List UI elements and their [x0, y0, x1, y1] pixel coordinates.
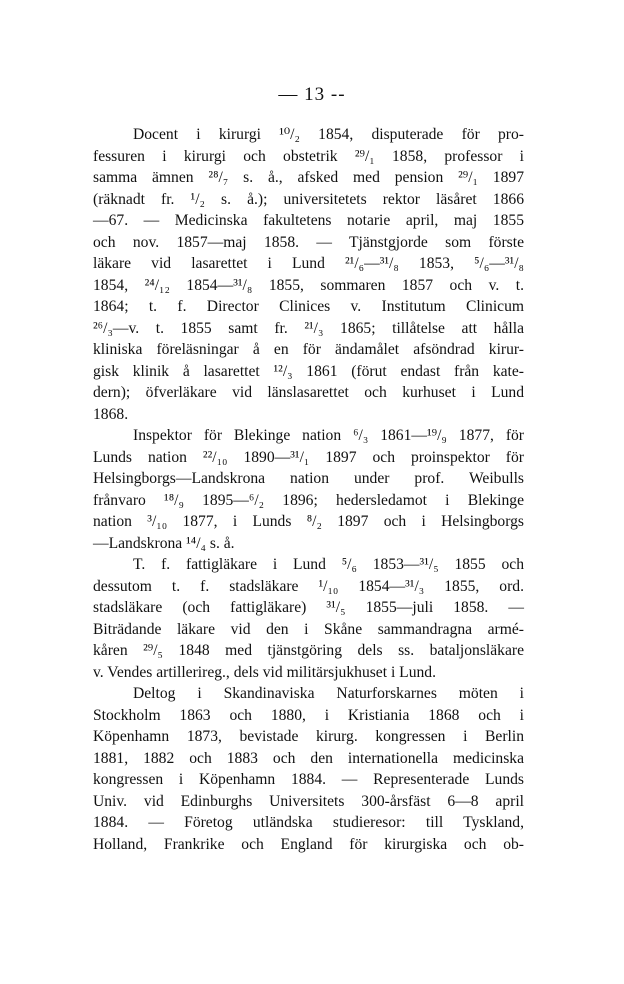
body-text: [93, 124, 524, 855]
text-line: ²⁶/₃—v. t. 1855 samt fr. ²¹/₃ 1865; tillåtelse att hålla: [93, 319, 524, 337]
text-line: dessutom t. f. stadsläkare ¹/₁₀ 1854—³¹/₃ 1855, ord.: [93, 577, 524, 595]
text-line: Köpenhamn 1873, bevistade kirurg. kongressen i Berlin: [93, 728, 524, 745]
page-number: — 13 --: [278, 84, 346, 105]
text-line: läkare vid lasarettet i Lund ²¹/₆—³¹/₈ 1853, ⁵/₆—³¹/₈: [93, 255, 524, 272]
paragraph-deltog: [93, 683, 524, 855]
text-line: 1881, 1882 och 1883 och den internationella medicinska: [93, 749, 524, 767]
paragraph-fattiglakare: [93, 554, 524, 683]
text-line: kongressen i Köpenhamn 1884. — Representerade Lunds: [93, 771, 524, 788]
text-line: Biträdande läkare vid den i Skåne sammandragna armé-: [93, 620, 524, 638]
text-line: gisk klinik å lasarettet ¹²/₃ 1861 (förut endast från kate-: [93, 362, 524, 380]
text-line: 1864; t. f. Director Clinices v. Institutum Clinicum: [93, 298, 524, 315]
text-line: dern); öfverläkare vid länslasarettet och kurhuset i Lund: [93, 384, 524, 401]
text-line: kliniska föreläsningar å en för ändamålet afsöndrad kirur-: [93, 341, 524, 358]
text-line: frånvaro ¹⁸/₉ 1895—⁶/₂ 1896; hedersledamot i Blekinge: [93, 491, 524, 509]
paragraph-inspektor: [93, 425, 524, 554]
text-line: och nov. 1857—maj 1858. — Tjänstgjorde som förste: [93, 233, 524, 251]
paragraph-docent: [93, 124, 524, 425]
text-line: Stockholm 1863 och 1880, i Kristiania 1868 och i: [93, 706, 524, 724]
text-line: Docent i kirurgi ¹⁰/₂ 1854, disputerade för pro-: [133, 126, 524, 143]
text-line: —Landskrona ¹⁴/₄ s. å.: [93, 534, 235, 552]
text-line: (räknadt fr. ¹/₂ s. å.); universitetets rektor läsåret 1866: [93, 190, 524, 208]
text-line: v. Vendes artillerireg., dels vid militärsjukhuset i Lund.: [93, 663, 437, 681]
text-line: —67. — Medicinska fakultetens notarie april, maj 1855: [93, 212, 524, 229]
text-line: T. f. fattigläkare i Lund ⁵/₆ 1853—³¹/₅ 1855 och: [133, 556, 524, 573]
text-line: stadsläkare (och fattigläkare) ³¹/₅ 1855—juli 1858. —: [93, 599, 524, 616]
text-line: 1884. — Företog utländska studieresor: till Tyskland,: [93, 814, 524, 831]
text-line: samma ämnen ²⁸/₇ s. å., afsked med pension ²⁹/₁ 1897: [93, 169, 524, 186]
text-line: 1854, ²⁴/₁₂ 1854—³¹/₈ 1855, sommaren 1857 och v. t.: [93, 276, 524, 294]
text-line: Deltog i Skandinaviska Naturforskarnes möten i: [133, 685, 524, 702]
text-line: Helsingborgs—Landskrona nation under prof. Weibulls: [93, 470, 524, 487]
text-line: Inspektor för Blekinge nation ⁶/₃ 1861—¹⁹/₉ 1877, för: [133, 427, 524, 444]
text-line: Univ. vid Edinburghs Universitets 300-årsfäst 6—8 april: [93, 792, 524, 810]
text-line: 1868.: [93, 405, 129, 423]
text-line: nation ³/₁₀ 1877, i Lunds ⁸/₂ 1897 och i Helsingborgs: [93, 513, 524, 530]
text-line: kåren ²⁹/₅ 1848 med tjänstgöring dels ss. bataljonsläkare: [93, 642, 524, 659]
text-line: Lunds nation ²²/₁₀ 1890—³¹/₁ 1897 och proinspektor för: [93, 448, 524, 466]
text-line: fessuren i kirurgi och obstetrik ²⁹/₁ 1858, professor i: [93, 147, 524, 165]
text-line: Holland, Frankrike och England för kirurgiska och ob-: [93, 835, 524, 853]
